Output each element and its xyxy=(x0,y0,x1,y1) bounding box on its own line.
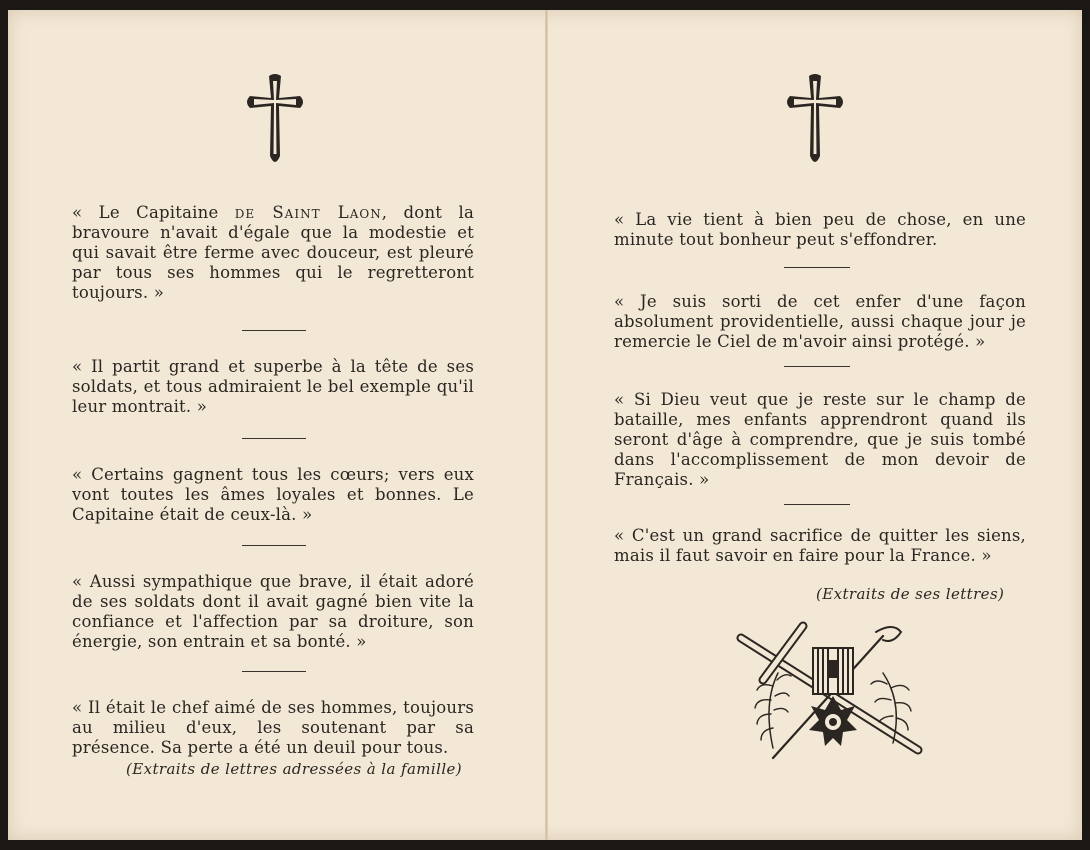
divider xyxy=(242,438,306,439)
left-page xyxy=(8,10,546,840)
letter-quote-1: « La vie tient à bien peu de chose, en une minute tout bonheur peut s'effondrer. xyxy=(614,210,1026,249)
divider xyxy=(242,330,306,331)
quote-5: « Il était le chef aimé de ses hommes, toujours au milieu d'eux, les soutenant par sa présence. Sa perte a été un deuil pour tous. xyxy=(72,698,474,757)
quote-1-start: « Le Capitaine xyxy=(72,203,235,222)
cross-icon xyxy=(782,72,848,170)
captain-name: de Saint Laon xyxy=(234,203,382,222)
cross-icon xyxy=(242,72,308,170)
right-page xyxy=(548,10,1082,840)
divider xyxy=(242,671,306,672)
divider xyxy=(784,267,850,268)
letter-quote-2: « Je suis sorti de cet enfer d'une façon absolument providentielle, aussi chaque jour je remercie le Ciel de m'avoir ainsi protégé. » xyxy=(614,292,1026,351)
divider xyxy=(784,366,850,367)
croix-de-guerre-emblem-icon xyxy=(733,618,933,782)
quote-4: « Aussi sympathique que brave, il était adoré de ses soldats dont il avait gagné bien vite la confiance et l'affection par sa droiture, son énergie, son entrain et sa bonté. » xyxy=(72,572,474,651)
source-note: (Extraits de ses lettres) xyxy=(816,585,1005,603)
quote-1-end: , dont la bravoure n'avait d'égale que la modestie et qui savait être ferme avec douceur, est pleuré par tous ses hommes qui le regretteront toujours. » xyxy=(72,203,474,302)
memorial-card xyxy=(8,10,1082,840)
divider xyxy=(242,545,306,546)
letter-quote-3: « Si Dieu veut que je reste sur le champ de bataille, mes enfants apprendront quand ils seront d'âge à comprendre, que je suis tombé dans l'accomplissement de mon devoir de Français. » xyxy=(614,390,1026,489)
quote-3: « Certains gagnent tous les cœurs; vers eux vont toutes les âmes loyales et bonnes. Le Capitaine était de ceux-là. » xyxy=(72,465,474,524)
quote-2: « Il partit grand et superbe à la tête de ses soldats, et tous admiraient le bel exemple qu'il leur montrait. » xyxy=(72,357,474,416)
letter-quote-4: « C'est un grand sacrifice de quitter les siens, mais il faut savoir en faire pour la France. » xyxy=(614,526,1026,565)
quote-1 xyxy=(72,203,474,303)
source-note: (Extraits de lettres adressées à la famille) xyxy=(126,760,463,778)
divider xyxy=(784,504,850,505)
